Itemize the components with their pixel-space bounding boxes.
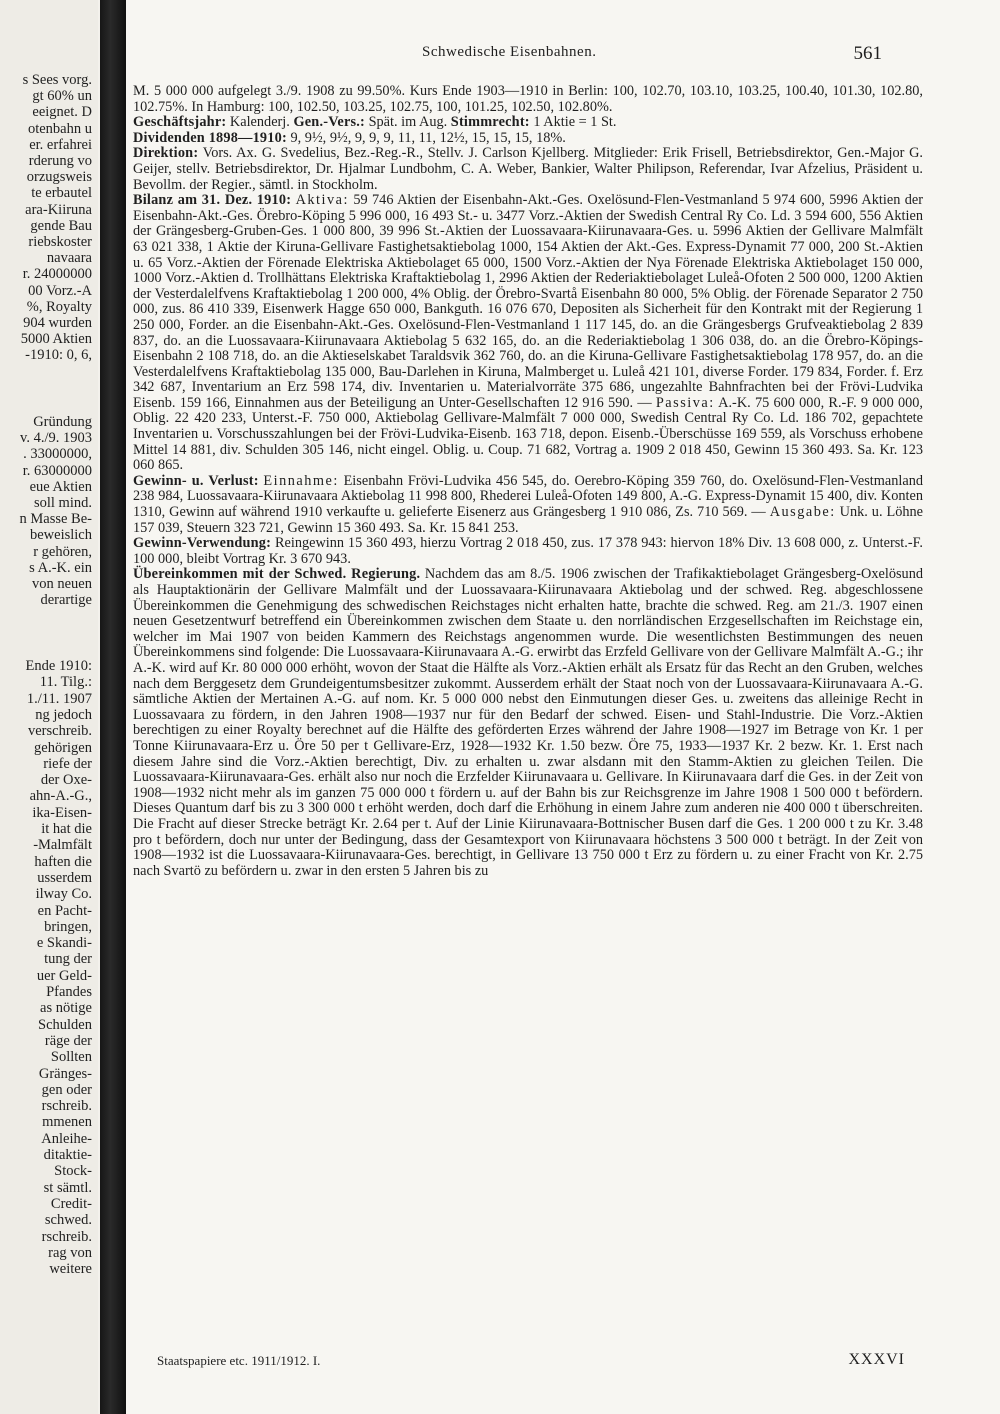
agreement-paragraph: [133, 567, 923, 879]
fragment-line: gt 60% un: [32, 88, 92, 105]
meeting-paragraph: [133, 115, 923, 131]
fragment-line: Anleihe-: [41, 1130, 92, 1147]
fragment-line: 00 Vorz.-A: [28, 282, 92, 299]
fragment-line: te erbautel: [31, 185, 92, 202]
fragment-line: -1910: 0, 6,: [25, 347, 92, 364]
section-heading: Übereinkommen mit der Schwed. Regierung.: [133, 566, 421, 583]
fragment-line: en Pacht-: [37, 902, 92, 919]
paragraph-text: 59 746 Aktien der Eisenbahn-Akt.-Ges. Oxelösund-Flen-Vestmanland 5 974 600, 5996 Aktien der Eisenbahn-Akt.-Ges. Örebro-Köping 5 996 000, 16 493 St.- u. 3477 Vorz.-Aktien der Swedish Central Ry Co. Ld. 3 594 600, 556 Aktien der Grängesberg-Gruben-Ges. 1 000 800, 39 996 St.-Aktien der Luossavaara-Kiirunavaara-Ges. u. 5996 Aktien der Gellivare Malmfält 63 021 338, 1 Aktie der Kiruna-Gellivare Fastighetsaktiebolag 1000, 154 Aktien der Akt.-Ges. Express-Dynamit 77 000, 200 St.-Aktien u. 65 Vorz.-Aktien der Förenade Elektriska Aktiebolaget 65 000, 1500 Vorz.-Aktien der Nya Förenade Elektriska Aktiebolaget 150 000, 1000 Vorz.-Aktien d. Trollhättans Elektriska Kraftaktiebolag 1, 2996 Aktien der Rederiaktiebolaget Luleå-Ofoten 2 500 000, 1200 Aktien der Vesterdalelfvens Kraftaktiebolag 1 200 000, 4% Oblig. der Örebro-Svartå Eisenbahn 80 000, 5% Oblig. der Förenade Separator 2 750 000, zus. 86 410 339, Eisenwerk Hagge 650 000, Bankguth. 16 076 670, Depositen als Sicherheit für den Kontrakt mit der Regierung 1 250 000, Forder. an die Eisenbahn-Akt.-Ges. Oxelösund-Flen-Vestmanland 1 117 145, do. an die Grängesbergs Grufveaktiebolag 2 839 837, do. an die Luossavaara-Kiirunavaara Aktiebolag 5 632 165, do. an die Rederiaktiebolag 1 306 038, do. an die Örebro-Köpings-Eisenbahn 2 108 718, do. an die Aktieselskabet Taraldsvik 362 760, do. an die Kiruna-Gellivare Fastighetsaktiebolag 178 957, do. an die Vesterdalelfvens Kraftaktiebolag 135 000, Bau-Darlehen in Kiruna, Malmberget u. Luleå 421 101, diverse Forder. 179 834, Forder. f. Erz 342 687, Inventarium an Erz 598 174, div. Inventarien u. Materialvorräte 375 686, ungezahlte Bahnfrachten bei der Frövi-Ludvika Eisenb. 159 166, Einnahmen aus der Beteiligung an Unter-Gesellschaften 12 916 590. —: [133, 192, 923, 411]
fragment-line: mmenen: [42, 1114, 92, 1131]
fragment-line: as nötige: [40, 1000, 92, 1017]
fragment-line: usserdem: [37, 869, 92, 886]
fragment-line: 1./11. 1907: [26, 690, 92, 707]
section-heading: Gewinn-Verwendung:: [133, 535, 272, 552]
spaced-label: Ausgabe:: [769, 504, 836, 521]
fragment-line: gen oder: [41, 1081, 92, 1098]
fragment-line: Ende 1910:: [25, 658, 92, 674]
fragment-line: ditaktie-: [43, 1147, 92, 1163]
fragment-line: r. 63000000: [22, 462, 92, 479]
fragment-line: eeignet. D: [32, 104, 92, 121]
fragment-line: rag von: [48, 1244, 92, 1261]
adjacent-page-fragment: [0, 0, 98, 1414]
footer-signature-mark: XXXVI: [848, 1351, 905, 1368]
fragment-line: ika-Eisen-: [32, 804, 92, 821]
profit-use-paragraph: [133, 536, 923, 567]
fragment-line: räge der: [44, 1032, 92, 1049]
spaced-label: Einnahme:: [263, 472, 339, 489]
fragment-line: s Sees vorg.: [22, 72, 92, 88]
fragment-line: 5000 Aktien: [20, 331, 92, 348]
fragment-line: riefe der: [43, 755, 92, 772]
section-heading: Gen.-Vers.:: [293, 114, 365, 131]
spaced-label: Passiva:: [655, 394, 715, 411]
spaced-label: Aktiva:: [295, 192, 349, 209]
section-heading: Geschäftsjahr:: [133, 114, 227, 131]
fragment-line: it hat die: [41, 821, 92, 837]
fragment-line: riebskoster: [28, 234, 92, 250]
fragment-line: ahn-A.-G.,: [29, 788, 92, 805]
fragment-line: n Masse Be-: [19, 511, 92, 528]
fragment-line: rschreib.: [41, 1098, 92, 1115]
fragment-line: der Oxe-: [40, 772, 92, 789]
paragraph-text: Reingewinn 15 360 493, hierzu Vortrag 2 018 450, zus. 17 378 943: hiervon 18% Div. 13 608 000, z. Unterst.-F. 100 000, bleibt Vortrag Kr. 3 670 943.: [133, 535, 923, 567]
paragraph-text: Vors. Ax. G. Svedelius, Bez.-Reg.-R., Stellv. J. Carlson Kjellberg. Mitglieder: Erik Frisell, Betriebsdirektor, Gen.-Major G. Geijer, stellv. Betriebsdirektor, Dr. Hjalmar Lundbohm, C. A. Weber, Bankier, Walter Philipson, Referendar, Ivar Afzelius, Präsident u. Bevollm. der Regier., sämtl. in Stockholm.: [133, 145, 923, 193]
fragment-line: schwed.: [44, 1212, 92, 1229]
section-heading: Direktion:: [133, 145, 199, 162]
fragment-line: haften die: [34, 853, 92, 870]
fragment-line: Gränges-: [38, 1065, 92, 1082]
fragment-line: 904 wurden: [23, 315, 92, 331]
fragment-line: Credit-: [50, 1195, 92, 1212]
fragment-line: verschreib.: [27, 723, 92, 740]
section-heading: Dividenden 1898—1910:: [133, 129, 287, 146]
fragment-line: s A.-K. ein: [29, 559, 92, 576]
section-heading: Gewinn- u. Verlust:: [133, 472, 259, 489]
fragment-line: Gründung: [33, 414, 92, 430]
fragment-line: e Skandi-: [36, 935, 92, 952]
fragment-line: Sollten: [50, 1049, 92, 1066]
fragment-line: %, Royalty: [26, 298, 92, 315]
fragment-line: eue Aktien: [29, 478, 92, 495]
fragment-line: . 33000000,: [23, 446, 92, 463]
fragment-line: tung der: [44, 951, 92, 968]
paragraph-text: A.-K. 75 600 000, R.-F. 9 000 000, Oblig. 22 420 233, Unterst.-F. 750 000, Aktiebolag Gellivare-Malmfält 7 000 000, Swedish Central Ry Co. Ld. 186 702, gepachtete Inventarien u. Vorschusszahlungen bei der Frövi-Ludvika-Eisenb. 163 718, depon. Eisenb.-Überschüsse 169 559, als Vorschuss erhobene Mittel 14 881, div. Schulden 305 146, nicht eingel. Oblig. u. Coup. 71 682, Vortrag a. 1909 2 018 450, Gewinn 15 360 493. Sa. Kr. 123 060 865.: [133, 394, 923, 474]
paragraph-text: 1 Aktie = 1 St.: [529, 114, 617, 131]
running-title: Schwedische Eisenbahnen.: [422, 44, 597, 60]
fragment-line: rderung vo: [28, 153, 92, 169]
page-footer: [157, 1353, 917, 1377]
profit-loss-paragraph: [133, 474, 923, 536]
fragment-line: ilway Co.: [35, 886, 92, 903]
paragraph-text: Spät. im Aug.: [365, 114, 451, 131]
fragment-line: er. erfahrei: [29, 136, 92, 153]
fragment-line: otenbahn u: [27, 120, 92, 137]
fragment-line: gehörigen: [34, 739, 92, 756]
paragraph-text: 9, 9½, 9½, 9, 9, 9, 11, 11, 12½, 15, 15, 15, 18%.: [286, 129, 566, 146]
fragment-line: r gehören,: [33, 543, 92, 560]
fragment-line: von neuen: [32, 576, 92, 592]
fragment-line: 11. Tilg.:: [39, 674, 92, 691]
fragment-line: -Malmfält: [33, 837, 92, 854]
footer-source-note: Staatspapiere etc. 1911/1912. I.: [157, 1353, 321, 1368]
book-spine-gutter: [100, 0, 126, 1414]
fragment-line: Pfandes: [46, 984, 92, 1000]
body-text: [133, 84, 923, 879]
fragment-line: v. 4./9. 1903: [20, 430, 92, 447]
page-header: [422, 44, 882, 68]
fragment-line: ara-Kiiruna: [25, 201, 92, 218]
fragment-line: Stock-: [54, 1163, 92, 1180]
fragment-line: derartige: [40, 592, 92, 609]
balance-paragraph: [133, 193, 923, 474]
fragment-line: orzugsweis: [26, 169, 92, 186]
fragment-line: Schulden: [38, 1016, 92, 1033]
fragment-line: navaara: [46, 250, 92, 267]
fragment-line: r. 24000000: [22, 266, 92, 283]
fragment-line: bringen,: [44, 918, 92, 935]
fragment-line: soll mind.: [33, 495, 92, 511]
fragment-line: uer Geld-: [36, 967, 92, 984]
section-heading: Stimmrecht:: [450, 114, 530, 131]
page-number: 561: [853, 43, 882, 64]
fragment-line: ng jedoch: [35, 706, 92, 723]
fragment-line: st sämtl.: [43, 1179, 92, 1196]
fragment-line: gende Bau: [30, 217, 92, 234]
paragraph-text: Kalenderj.: [226, 114, 294, 131]
fragment-line: weitere: [49, 1261, 92, 1278]
paragraph-text: Eisenbahn Frövi-Ludvika 456 545, do. Oerebro-Köping 359 760, do. Oxelösund-Flen-Vestmanland 238 984, Luossavaara-Kiirunavaara Aktiebolag 11 998 800, Rhederei Luleå-Ofoten 149 800, A.-G. Express-Dynamit 15 400, div. Konten 1310, Gewinn auf während 1910 verkaufte u. gelieferte Eisenerz aus Grängesberg 1 910 086, Zs. 710 569. —: [133, 472, 923, 521]
paragraph-text: Nachdem das am 8./5. 1906 zwischen der Trafikaktiebolaget Grängesberg-Oxelösund als Hauptaktionärin der Gellivare Malmfält und der Luossavaara-Kiirunavaara Aktiebolag und der schwed. Reg. abgeschlossene Übereinkommen die Genehmigung des schwedischen Reichstages nicht erhalten hatte, brachte die schwed. Reg. am 21./3. 1907 einen neuen Gesetzentwurf betreffend ein Übereinkommen zwischen dem Staate u. den norrländischen Erzgesellschaften im Reichstage ein, welcher im Mai 1907 von beiden Kammern des Reichstags angenommen wurde. Die wesentlichsten Bestimmungen des neuen Übereinkommens sind folgende: Die Luossavaara-Kiirunavaara A.-G. erwirbt das Erzfeld Gellivare von der Gellivare Malmfält A.-G.; ihr A.-K. wird auf Kr. 80 000 000 erhöht, wovon der Staat die Hälfte als Vorz.-Aktien erhält als Ersatz für das Recht an den Gruben, welches nach dem Berggesetz dem Grundeigentumsbesitzer zukommt. Ausserdem erhält der Staat noch von der Luossavaara-Kiirunavaara A.-G. sämtliche Aktien der Mertainen A.-G. auf nom. Kr. 5 000 000 nebst den Einmutungen dieser Ges. u. zweitens das alleinige Recht in Luossavaara zu fördern, in den Jahren 1908—1937 nur für den Bedarf der schwed. Eisen- und Stahl-Industrie. Die Vorz.-Aktien berechtigen zu einer Royalty berechnet auf die Hälfte des geförderten Erzes während der Jahre 1908—1927 im Betrage von Kr. 1 per Tonne Kiirunavaara-Erz u. Öre 50 per t Gellivare-Erz, 1928—1932 Kr. 1.50 bezw. Öre 75, 1933—1937 Kr. 2 bezw. Kr. 1. Erst nach diesem Jahre sind die Vorz.-Aktien berechtigt, Div. zu erhalten u. zwar alsdann mit den Stamm-Aktien zu gleichen Teilen. Die Luossavaara-Kiirunavaara-Ges. erhält also nur noch die Erzfelder Kiirunavaara u. Gellivare. In Kiirunavaara darf die Ges. in der Zeit von 1908—1932 nicht mehr als im ganzen 75 000 000 t fördern u. auf der Bahn bis zur Reichsgrenze im Jahre 1908 1 500 000 t befördern. Dieses Quantum darf bis zu 3 300 000 t erhöht werden, doch darf die Erhöhung in einem Jahre zum anderen nie 400 000 t überschreiten. Die Fracht auf dieser Strecke beträgt Kr. 2.64 per t. Auf der Linie Kiirunavaara-Bottnischer Busen darf die Ges. 1 200 000 t zu Kr. 3.48 pro t befördern, doch nur unter der Bedingung, dass der Gesamtexport von Kiirunavaara höchstens 3 500 000 t beträgt. In der Zeit von 1908—1932 ist die Luossavaara-Kiirunavaara-Ges. berechtigt, in Gellivare 13 750 000 t Erz zu fördern u. zu einer Fracht von Kr. 2.75 nach Svartö zu befördern u. zwar in den ersten 5 Jahren bis zu: [133, 566, 923, 879]
dividends-paragraph: [133, 131, 923, 147]
fragment-line: rschreib.: [41, 1228, 92, 1245]
fragment-line: beweislich: [29, 527, 92, 544]
direktion-paragraph: [133, 146, 923, 193]
paragraph-text: Unk. u. Löhne 157 039, Steuern 323 721, Gewinn 15 360 493. Sa. Kr. 15 841 253.: [133, 504, 923, 536]
section-heading: Bilanz am 31. Dez. 1910:: [133, 192, 292, 209]
bond-paragraph: M. 5 000 000 aufgelegt 3./9. 1908 zu 99.50%. Kurs Ende 1903—1910 in Berlin: 100, 102.70, 103.10, 103.25, 100.40, 101.30, 102.80, 102.75%. In Hamburg: 100, 102.50, 103.25, 102.75, 100, 101.25, 102.50, 102.80%.: [133, 83, 923, 115]
